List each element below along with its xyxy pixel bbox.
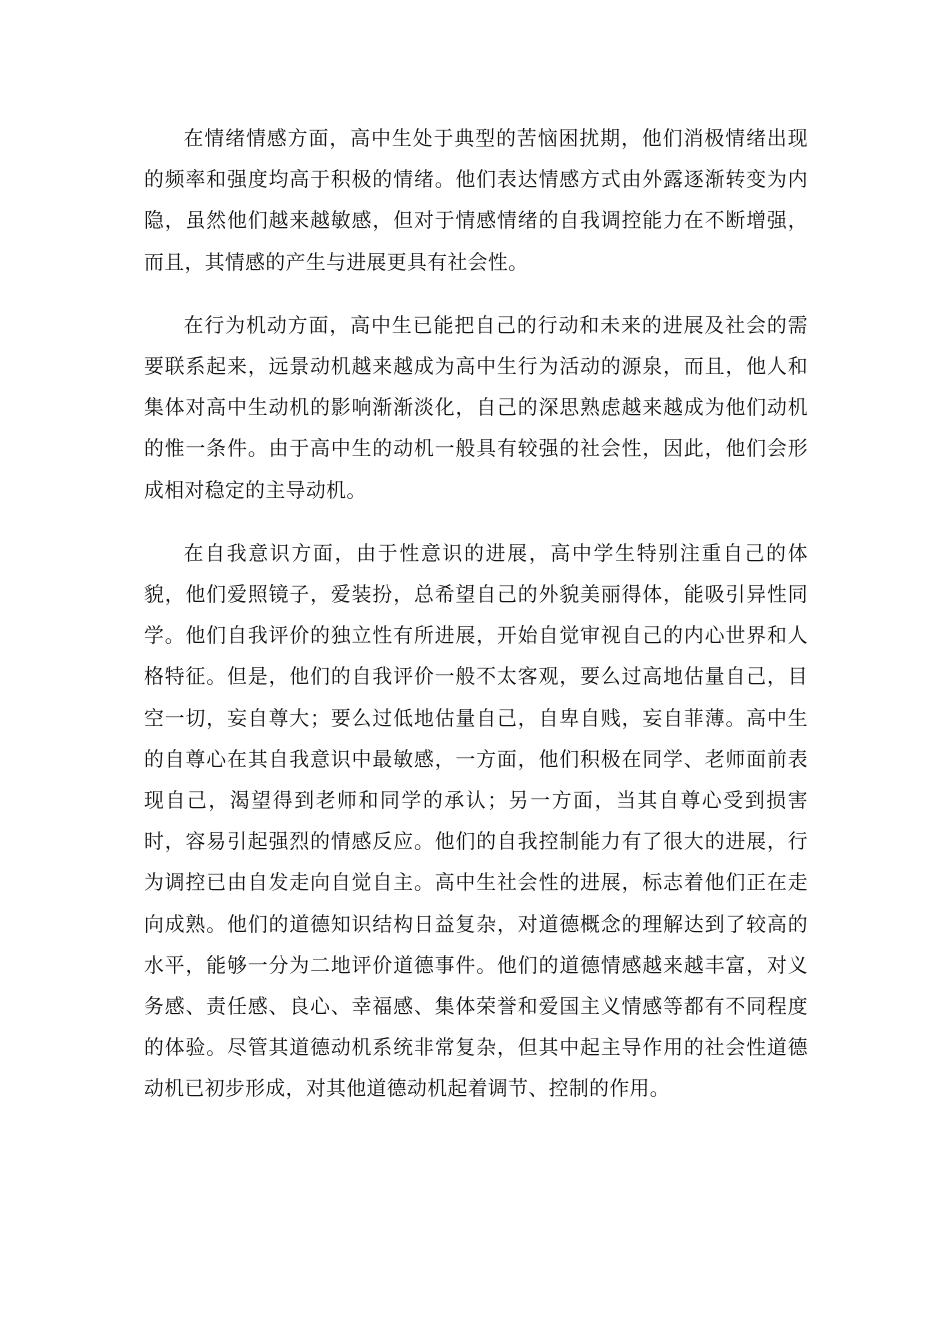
document-body: [144, 118, 808, 1132]
paragraph-motivation: 在行为机动方面，高中生已能把自己的行动和未来的进展及社会的需要联系起来，远景动机越来越成为高中生行为活动的源泉，而且，他人和集体对高中生动机的影响渐渐淡化，自己的深思熟虑越来越成为他们动机的惟一条件。由于高中生的动机一般具有较强的社会性，因此，他们会形成相对稳定的主导动机。: [144, 313, 808, 502]
paragraph-self-awareness: 在自我意识方面，由于性意识的进展，高中学生特别注重自己的体貌，他们爱照镜子，爱装扮，总希望自己的外貌美丽得体，能吸引异性同学。他们自我评价的独立性有所进展，开始自觉审视自己的内心世界和人格特征。但是，他们的自我评价一般不太客观，要么过高地估量自己，目空一切，妄自尊大；要么过低地估量自己，自卑自贱，妄自菲薄。高中生的自尊心在其自我意识中最敏感，一方面，他们积极在同学、老师面前表现自己，渴望得到老师和同学的承认；另一方面，当其自尊心受到损害时，容易引起强烈的情感反应。他们的自我控制能力有了很大的进展，行为调控已由自发走向自觉自主。高中生社会性的进展，标志着他们正在走向成熟。他们的道德知识结构日益复杂，对道德概念的理解达到了较高的水平，能够一分为二地评价道德事件。他们的道德情感越来越丰富，对义务感、责任感、良心、幸福感、集体荣誉和爱国主义情感等都有不同程度的体验。尽管其道德动机系统非常复杂，但其中起主导作用的社会性道德动机已初步形成，对其他道德动机起着调节、控制的作用。: [144, 541, 808, 1101]
paragraph-emotion: 在情绪情感方面，高中生处于典型的苦恼困扰期，他们消极情绪出现的频率和强度均高于积极的情绪。他们表达情感方式由外露逐渐转变为内隐，虽然他们越来越敏感，但对于情感情绪的自我调控能力在不断增强，而且，其情感的产生与进展更具有社会性。: [144, 127, 808, 274]
